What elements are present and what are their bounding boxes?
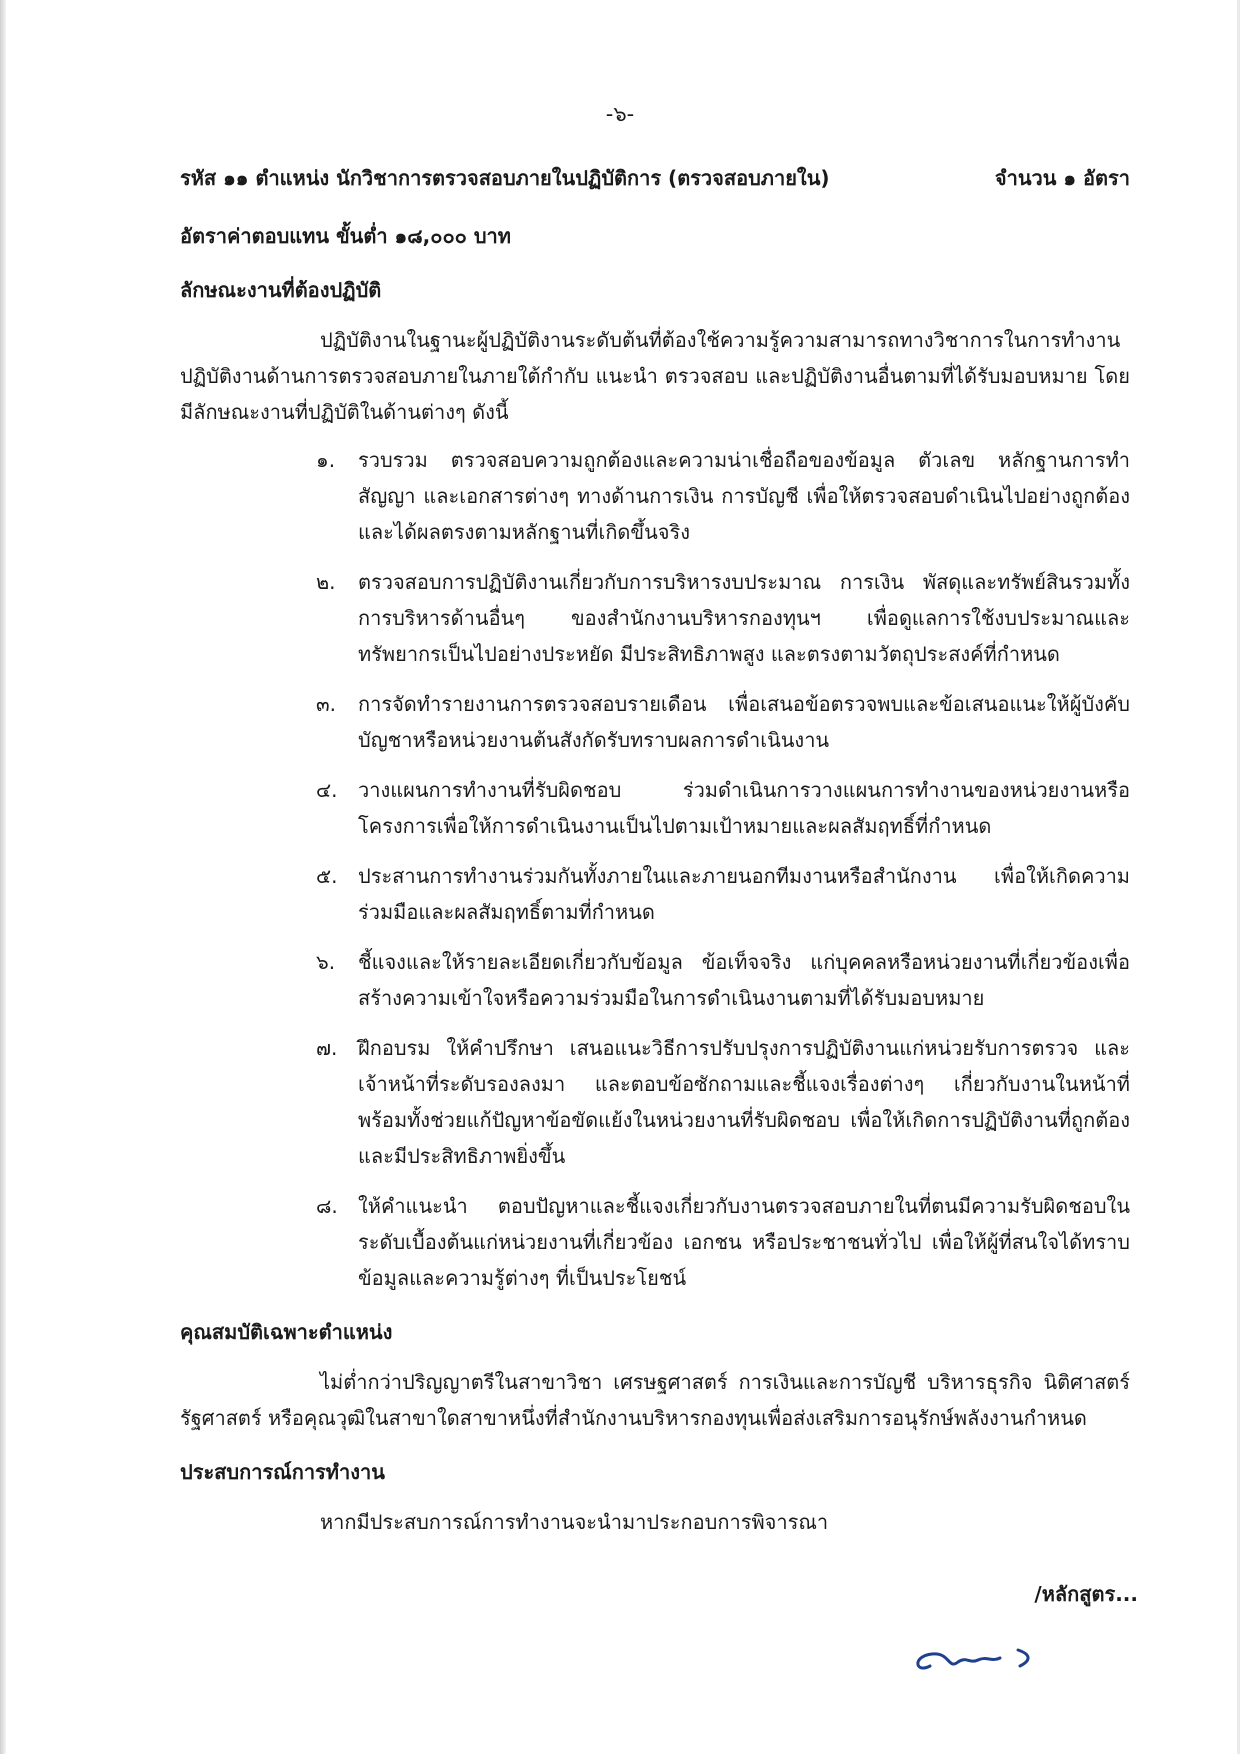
list-item-text: ให้คำแนะนำ ตอบปัญหาและชี้แจงเกี่ยวกับงานตรวจสอบภายในที่ตนมีความรับผิดชอบในระดับเบื้องต้นแก่หน่วยงานที่เกี่ยวข้อง เอกชน หรือประชาชนทั่วไป เพื่อให้ผู้ที่สนใจได้ทราบข้อมูลและความรู้ต่างๆ ที่เป็นประโยชน์ [358, 1194, 1130, 1290]
list-item [316, 686, 1130, 758]
duties-intro: ปฏิบัติงานในฐานะผู้ปฏิบัติงานระดับต้นที่ต้องใช้ความรู้ความสามารถทางวิชาการในการทำงาน ปฏิบัติงานด้านการตรวจสอบภายในภายใต้กำกับ แนะนำ ตรวจสอบ และปฏิบัติงานอื่นตามที่ได้รับมอบหมาย โดยมีลักษณะงานที่ปฏิบัติในด้านต่างๆ ดังนี้ [180, 328, 1130, 424]
list-item-text: วางแผนการทำงานที่รับผิดชอบ ร่วมดำเนินการวางแผนการทำงานของหน่วยงานหรือโครงการเพื่อให้การดำเนินงานเป็นไปตามเป้าหมายและผลสัมฤทธิ์ที่กำหนด [358, 778, 1130, 838]
list-item-text: รวบรวม ตรวจสอบความถูกต้องและความน่าเชื่อถือของข้อมูล ตัวเลข หลักฐานการทำสัญญา และเอกสารต่างๆ ทางด้านการเงิน การบัญชี เพื่อให้ตรวจสอบดำเนินไปอย่างถูกต้องและได้ผลตรงตามหลักฐานที่เกิดขึ้นจริง [358, 448, 1130, 544]
list-item-text: ประสานการทำงานร่วมกันทั้งภายในและภายนอกทีมงานหรือสำนักงาน เพื่อให้เกิดความร่วมมือและผลสัมฤทธิ์ตามที่กำหนด [358, 864, 1130, 924]
experience-heading: ประสบการณ์การทำงาน [180, 1460, 385, 1484]
list-item-number: ๖. [316, 950, 336, 974]
duties-heading: ลักษณะงานที่ต้องปฏิบัติ [180, 278, 382, 302]
duties-list [180, 442, 1130, 1296]
list-item [316, 944, 1130, 1016]
list-item [316, 772, 1130, 844]
list-item [316, 564, 1130, 672]
continued-marker: /หลักสูตร... [1034, 1582, 1138, 1606]
list-item-text: ตรวจสอบการปฏิบัติงานเกี่ยวกับการบริหารงบประมาณ การเงิน พัสดุและทรัพย์สินรวมทั้งการบริหารด้านอื่นๆ ของสำนักงานบริหารกองทุนฯ เพื่อดูแลการใช้งบประมาณและทรัพยากรเป็นไปอย่างประหยัด มีประสิทธิภาพสูง และตรงตามวัตถุประสงค์ที่กำหนด [358, 570, 1130, 666]
list-item-text: ชี้แจงและให้รายละเอียดเกี่ยวกับข้อมูล ข้อเท็จจริง แก่บุคคลหรือหน่วยงานที่เกี่ยวข้องเพื่อสร้างความเข้าใจหรือความร่วมมือในการดำเนินงานตามที่ได้รับมอบหมาย [358, 950, 1130, 1010]
list-item [316, 1030, 1130, 1174]
position-title-line [180, 160, 1130, 196]
list-item-number: ๒. [316, 570, 336, 594]
experience-text: หากมีประสบการณ์การทำงานจะนำมาประกอบการพิจารณา [320, 1510, 829, 1534]
list-item-text: การจัดทำรายงานการตรวจสอบรายเดือน เพื่อเสนอข้อตรวจพบและข้อเสนอแนะให้ผู้บังคับบัญชาหรือหน่วยงานต้นสังกัดรับทราบผลการดำเนินงาน [358, 692, 1130, 752]
list-item-number: ๓. [316, 692, 337, 716]
list-item [316, 858, 1130, 930]
list-item [316, 1188, 1130, 1296]
list-item [316, 442, 1130, 550]
position-title: รหัส ๑๑ ตำแหน่ง นักวิชาการตรวจสอบภายในปฏิบัติการ (ตรวจสอบภายใน) [180, 166, 830, 190]
list-item-number: ๔. [316, 778, 338, 802]
signature-mark [900, 1636, 1050, 1686]
position-count: จำนวน ๑ อัตรา [994, 166, 1130, 190]
page-number: -๖- [605, 102, 635, 126]
list-item-number: ๑. [316, 448, 336, 472]
list-item-number: ๘. [316, 1194, 338, 1218]
scan-edge [0, 0, 6, 1754]
qualifications-heading: คุณสมบัติเฉพาะตำแหน่ง [180, 1320, 393, 1344]
list-item-number: ๗. [316, 1036, 338, 1060]
document-body [180, 160, 1130, 1540]
salary-line: อัตราค่าตอบแทน ขั้นต่ำ ๑๘,๐๐๐ บาท [180, 224, 511, 248]
qualifications-text: ไม่ต่ำกว่าปริญญาตรีในสาขาวิชา เศรษฐศาสตร์ การเงินและการบัญชี บริหารธุรกิจ นิติศาสตร์ รัฐศาสตร์ หรือคุณวุฒิในสาขาใดสาขาหนึ่งที่สำนักงานบริหารกองทุนเพื่อส่งเสริมการอนุรักษ์พลังงานกำหนด [180, 1370, 1130, 1430]
list-item-text: ฝึกอบรม ให้คำปรึกษา เสนอแนะวิธีการปรับปรุงการปฏิบัติงานแก่หน่วยรับการตรวจ และเจ้าหน้าที่ระดับรองลงมา และตอบข้อซักถามและชี้แจงเรื่องต่างๆ เกี่ยวกับงานในหน้าที่ พร้อมทั้งช่วยแก้ปัญหาข้อขัดแย้งในหน่วยงานที่รับผิดชอบ เพื่อให้เกิดการปฏิบัติงานที่ถูกต้องและมีประสิทธิภาพยิ่งขึ้น [358, 1036, 1130, 1168]
list-item-number: ๕. [316, 864, 338, 888]
